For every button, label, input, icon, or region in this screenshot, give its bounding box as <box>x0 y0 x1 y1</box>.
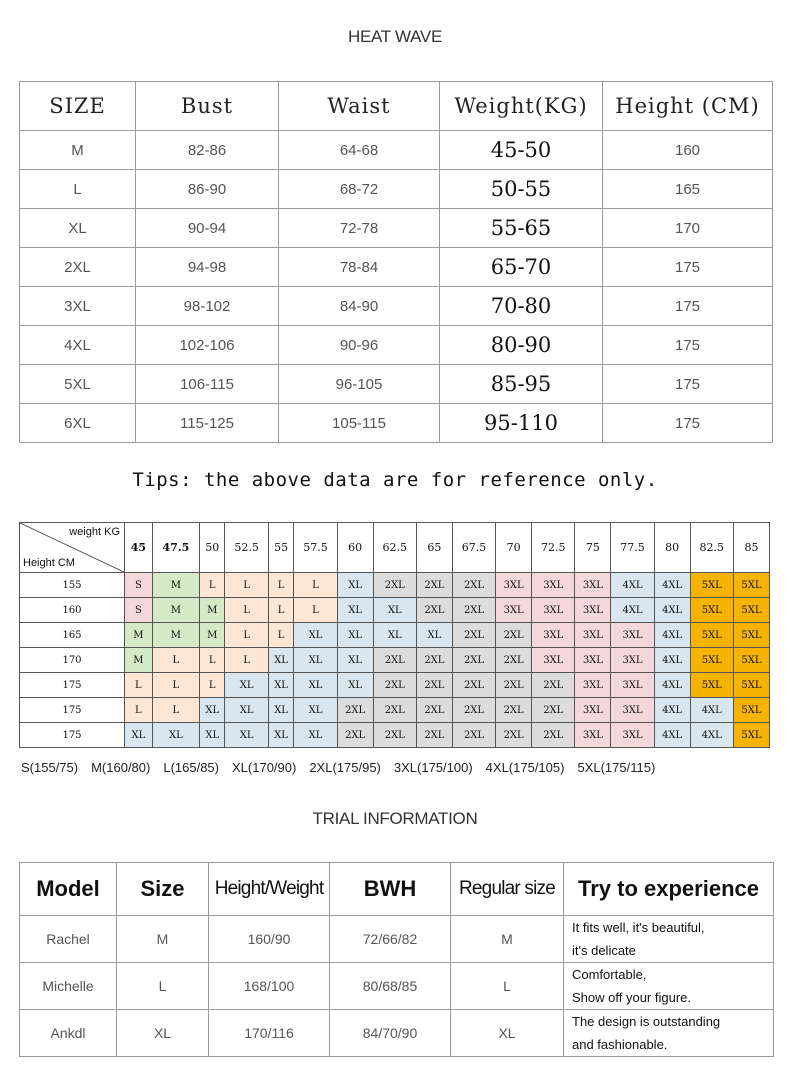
trial-model-cell: Rachel <box>20 916 117 963</box>
size-grid-cell: 5XL <box>690 673 733 698</box>
size-cell: M <box>20 131 136 170</box>
size-grid-cell: 4XL <box>654 648 690 673</box>
legend-item: 4XL(175/105) <box>485 760 565 775</box>
size-grid-cell: XL <box>225 673 268 698</box>
size-legend <box>21 760 781 775</box>
weight-header-cell: 80 <box>654 523 690 573</box>
size-grid-cell: XL <box>199 698 225 723</box>
experience-line-2: Show off your figure. <box>572 990 691 1005</box>
size-grid-cell: 3XL <box>575 573 611 598</box>
height-cell: 175 <box>603 404 773 443</box>
size-grid-cell: 3XL <box>496 573 532 598</box>
size-grid-cell: XL <box>294 698 337 723</box>
bust-cell: 115-125 <box>136 404 279 443</box>
trial-row <box>20 963 774 1010</box>
size-grid-cell: 2XL <box>373 723 416 748</box>
legend-item: M(160/80) <box>91 760 151 775</box>
size-grid-cell: M <box>152 623 199 648</box>
height-cell: 160 <box>603 131 773 170</box>
size-grid-cell: 3XL <box>575 623 611 648</box>
size-grid-cell: 2XL <box>416 648 452 673</box>
size-cell: 2XL <box>20 248 136 287</box>
size-grid-cell: 3XL <box>611 648 654 673</box>
size-grid-cell: 2XL <box>452 723 495 748</box>
weight-height-size-grid <box>19 522 770 748</box>
trial-header-row <box>20 863 774 916</box>
height-cell: 170 <box>603 209 773 248</box>
size-grid-cell: 2XL <box>452 573 495 598</box>
size-grid-cell: 2XL <box>337 698 373 723</box>
height-cell: 175 <box>603 287 773 326</box>
grid-row <box>20 673 770 698</box>
size-grid-cell: 4XL <box>690 723 733 748</box>
size-grid-cell: 3XL <box>496 598 532 623</box>
size-grid-cell: 2XL <box>496 673 532 698</box>
size-grid-cell: 4XL <box>654 573 690 598</box>
weight-cell: 50-55 <box>440 170 603 209</box>
size-grid-cell: 5XL <box>690 598 733 623</box>
trial-hw-cell: 170/116 <box>209 1010 330 1057</box>
grid-row <box>20 698 770 723</box>
size-grid-cell: M <box>125 623 153 648</box>
size-grid-cell: 3XL <box>575 698 611 723</box>
size-grid-cell: L <box>268 573 294 598</box>
tips-note: Tips: the above data are for reference only. <box>132 469 658 491</box>
size-row <box>20 170 773 209</box>
size-grid-cell: L <box>225 573 268 598</box>
weight-header-cell: 55 <box>268 523 294 573</box>
size-row <box>20 248 773 287</box>
size-row <box>20 365 773 404</box>
size-grid-cell: L <box>225 598 268 623</box>
weight-header-cell: 62.5 <box>373 523 416 573</box>
size-grid-cell: 2XL <box>416 573 452 598</box>
size-grid-cell: 3XL <box>611 673 654 698</box>
size-cell: 4XL <box>20 326 136 365</box>
height-cell: 175 <box>20 723 125 748</box>
size-grid-cell: 4XL <box>611 573 654 598</box>
size-grid-cell: 2XL <box>337 723 373 748</box>
size-grid-cell: XL <box>125 723 153 748</box>
size-grid-cell: XL <box>337 673 373 698</box>
size-grid-cell: XL <box>373 623 416 648</box>
header-experience: Try to experience <box>564 863 774 916</box>
grid-row <box>20 723 770 748</box>
size-grid-cell: 2XL <box>416 723 452 748</box>
size-grid-cell: 2XL <box>496 698 532 723</box>
trial-hw-cell: 168/100 <box>209 963 330 1010</box>
height-cell: 175 <box>603 365 773 404</box>
waist-cell: 72-78 <box>279 209 440 248</box>
trial-experience-cell <box>564 916 774 963</box>
size-grid-cell: XL <box>268 723 294 748</box>
size-grid-cell: S <box>125 573 153 598</box>
size-grid-cell: XL <box>268 673 294 698</box>
size-grid-cell: M <box>125 648 153 673</box>
height-cell: 165 <box>20 623 125 648</box>
size-grid-cell: XL <box>373 598 416 623</box>
size-grid-cell: XL <box>416 623 452 648</box>
size-grid-cell: 4XL <box>654 623 690 648</box>
waist-cell: 105-115 <box>279 404 440 443</box>
size-grid-cell: 5XL <box>733 598 769 623</box>
weight-header-cell: 52.5 <box>225 523 268 573</box>
size-grid-cell: 4XL <box>654 598 690 623</box>
trial-hw-cell: 160/90 <box>209 916 330 963</box>
trial-bwh-cell: 84/70/90 <box>330 1010 451 1057</box>
header-regular-size: Regular size <box>451 863 564 916</box>
experience-line-1: The design is outstanding <box>572 1014 721 1029</box>
experience-line-2: and fashionable. <box>572 1037 668 1052</box>
size-cell: 3XL <box>20 287 136 326</box>
weight-header-cell: 50 <box>199 523 225 573</box>
size-grid-cell: 2XL <box>496 648 532 673</box>
weight-cell: 80-90 <box>440 326 603 365</box>
trial-model-cell: Ankdl <box>20 1010 117 1057</box>
size-grid-cell: 3XL <box>532 648 575 673</box>
size-cell: 6XL <box>20 404 136 443</box>
size-grid-cell: L <box>199 573 225 598</box>
trial-size-cell: M <box>117 916 209 963</box>
size-grid-cell: XL <box>337 598 373 623</box>
size-grid-cell: XL <box>337 623 373 648</box>
bust-cell: 98-102 <box>136 287 279 326</box>
size-grid-cell: 2XL <box>416 598 452 623</box>
experience-line-1: Comfortable, <box>572 967 647 982</box>
size-grid-cell: 2XL <box>532 673 575 698</box>
header-model: Model <box>20 863 117 916</box>
size-grid-cell: L <box>152 673 199 698</box>
header-bwh: BWH <box>330 863 451 916</box>
weight-cell: 45-50 <box>440 131 603 170</box>
size-grid-cell: 3XL <box>611 698 654 723</box>
size-grid-cell: XL <box>268 698 294 723</box>
size-chart-header-row <box>20 82 773 131</box>
size-grid-cell: 5XL <box>733 698 769 723</box>
size-grid-cell: 2XL <box>416 673 452 698</box>
size-grid-cell: 4XL <box>611 598 654 623</box>
size-grid-cell: XL <box>294 723 337 748</box>
size-grid-cell: L <box>225 648 268 673</box>
size-cell: L <box>20 170 136 209</box>
grid-header-row <box>20 523 770 573</box>
size-grid-cell: XL <box>337 573 373 598</box>
size-grid-cell: L <box>125 673 153 698</box>
trial-row <box>20 916 774 963</box>
size-grid-cell: 5XL <box>733 723 769 748</box>
size-grid-cell: 4XL <box>654 723 690 748</box>
header-height: Height (CM) <box>603 82 773 131</box>
weight-header-cell: 45 <box>125 523 153 573</box>
size-grid-cell: 2XL <box>373 573 416 598</box>
weight-header-cell: 60 <box>337 523 373 573</box>
trial-bwh-cell: 80/68/85 <box>330 963 451 1010</box>
size-cell: 5XL <box>20 365 136 404</box>
weight-cell: 65-70 <box>440 248 603 287</box>
height-cell: 165 <box>603 170 773 209</box>
header-waist: Waist <box>279 82 440 131</box>
weight-cell: 95-110 <box>440 404 603 443</box>
size-grid-cell: L <box>294 598 337 623</box>
size-grid-cell: 3XL <box>532 623 575 648</box>
trial-title: TRIAL INFORMATION <box>312 809 478 828</box>
legend-item: 5XL(175/115) <box>577 760 656 775</box>
size-grid-cell: L <box>268 598 294 623</box>
height-axis-label: Height CM <box>23 557 75 569</box>
height-cell: 160 <box>20 598 125 623</box>
trial-regular-cell: XL <box>451 1010 564 1057</box>
size-grid-cell: 2XL <box>532 698 575 723</box>
size-grid-cell: 2XL <box>452 648 495 673</box>
grid-corner-cell <box>20 523 125 573</box>
size-grid-cell: 3XL <box>575 648 611 673</box>
size-grid-cell: 2XL <box>532 723 575 748</box>
header-size: SIZE <box>20 82 136 131</box>
size-grid-cell: 2XL <box>496 623 532 648</box>
size-grid-cell: 2XL <box>416 698 452 723</box>
size-grid-cell: 3XL <box>611 723 654 748</box>
page-title: HEAT WAVE <box>348 27 442 46</box>
bust-cell: 90-94 <box>136 209 279 248</box>
weight-header-cell: 65 <box>416 523 452 573</box>
bust-cell: 86-90 <box>136 170 279 209</box>
size-grid-cell: 5XL <box>690 648 733 673</box>
header-bust: Bust <box>136 82 279 131</box>
weight-header-cell: 82.5 <box>690 523 733 573</box>
weight-header-cell: 67.5 <box>452 523 495 573</box>
size-row <box>20 131 773 170</box>
trial-regular-cell: L <box>451 963 564 1010</box>
size-grid-cell: 4XL <box>654 698 690 723</box>
size-row <box>20 287 773 326</box>
waist-cell: 68-72 <box>279 170 440 209</box>
size-grid-cell: 3XL <box>575 598 611 623</box>
trial-bwh-cell: 72/66/82 <box>330 916 451 963</box>
grid-row <box>20 598 770 623</box>
size-grid-cell: 5XL <box>733 648 769 673</box>
legend-item: L(165/85) <box>163 760 219 775</box>
size-grid-cell: 4XL <box>654 673 690 698</box>
size-grid-cell: XL <box>294 648 337 673</box>
size-grid-cell: XL <box>268 648 294 673</box>
size-grid-cell: 5XL <box>733 623 769 648</box>
size-grid-cell: L <box>152 698 199 723</box>
size-row <box>20 404 773 443</box>
size-grid-cell: XL <box>199 723 225 748</box>
size-grid-cell: 3XL <box>532 573 575 598</box>
size-grid-cell: 5XL <box>733 673 769 698</box>
size-grid-cell: L <box>199 648 225 673</box>
size-grid-cell: XL <box>294 623 337 648</box>
size-grid-cell: XL <box>225 723 268 748</box>
weight-header-cell: 72.5 <box>532 523 575 573</box>
legend-item: 3XL(175/100) <box>393 760 473 775</box>
bust-cell: 102-106 <box>136 326 279 365</box>
header-height-weight: Height/Weight <box>209 863 330 916</box>
size-grid-cell: 3XL <box>532 598 575 623</box>
trial-experience-cell <box>564 1010 774 1057</box>
size-grid-cell: L <box>199 673 225 698</box>
waist-cell: 78-84 <box>279 248 440 287</box>
size-chart-table <box>19 81 773 443</box>
size-grid-cell: XL <box>337 648 373 673</box>
trial-size-cell: L <box>117 963 209 1010</box>
size-grid-cell: L <box>294 573 337 598</box>
size-grid-cell: 3XL <box>611 623 654 648</box>
size-grid-cell: 2XL <box>373 698 416 723</box>
size-grid-cell: 2XL <box>373 648 416 673</box>
size-grid-cell: 5XL <box>690 573 733 598</box>
weight-header-cell: 47.5 <box>152 523 199 573</box>
height-cell: 170 <box>20 648 125 673</box>
size-grid-cell: 5XL <box>733 573 769 598</box>
legend-item: XL(170/90) <box>232 760 297 775</box>
size-grid-cell: 2XL <box>452 623 495 648</box>
size-grid-cell: M <box>152 573 199 598</box>
legend-item: S(155/75) <box>21 760 79 775</box>
height-cell: 175 <box>20 673 125 698</box>
weight-header-cell: 85 <box>733 523 769 573</box>
size-grid-cell: L <box>125 698 153 723</box>
size-grid-cell: M <box>199 598 225 623</box>
size-grid-cell: L <box>152 648 199 673</box>
height-cell: 155 <box>20 573 125 598</box>
size-grid-cell: S <box>125 598 153 623</box>
waist-cell: 90-96 <box>279 326 440 365</box>
weight-header-cell: 75 <box>575 523 611 573</box>
size-grid-cell: 2XL <box>496 723 532 748</box>
bust-cell: 82-86 <box>136 131 279 170</box>
weight-cell: 85-95 <box>440 365 603 404</box>
weight-header-cell: 77.5 <box>611 523 654 573</box>
height-cell: 175 <box>603 248 773 287</box>
size-grid-cell: 3XL <box>575 723 611 748</box>
weight-axis-label: weight KG <box>69 526 120 538</box>
size-grid-cell: 4XL <box>690 698 733 723</box>
trial-size-cell: XL <box>117 1010 209 1057</box>
grid-row <box>20 573 770 598</box>
trial-regular-cell: M <box>451 916 564 963</box>
waist-cell: 84-90 <box>279 287 440 326</box>
size-grid-cell: L <box>268 623 294 648</box>
weight-header-cell: 57.5 <box>294 523 337 573</box>
trial-experience-cell <box>564 963 774 1010</box>
size-grid-cell: XL <box>294 673 337 698</box>
size-grid-cell: 2XL <box>452 698 495 723</box>
waist-cell: 64-68 <box>279 131 440 170</box>
bust-cell: 94-98 <box>136 248 279 287</box>
size-grid-cell: XL <box>225 698 268 723</box>
trial-row <box>20 1010 774 1057</box>
waist-cell: 96-105 <box>279 365 440 404</box>
size-grid-cell: L <box>225 623 268 648</box>
size-grid-cell: 2XL <box>452 673 495 698</box>
size-grid-cell: 5XL <box>690 623 733 648</box>
trial-info-table <box>19 862 774 1057</box>
experience-line-2: it's delicate <box>572 943 636 958</box>
size-row <box>20 209 773 248</box>
height-cell: 175 <box>20 698 125 723</box>
bust-cell: 106-115 <box>136 365 279 404</box>
size-grid-cell: 3XL <box>575 673 611 698</box>
weight-cell: 70-80 <box>440 287 603 326</box>
size-grid-cell: 2XL <box>373 673 416 698</box>
grid-row <box>20 648 770 673</box>
size-cell: XL <box>20 209 136 248</box>
weight-cell: 55-65 <box>440 209 603 248</box>
grid-row <box>20 623 770 648</box>
experience-line-1: It fits well, it's beautiful, <box>572 920 705 935</box>
trial-model-cell: Michelle <box>20 963 117 1010</box>
size-grid-cell: M <box>199 623 225 648</box>
weight-header-cell: 70 <box>496 523 532 573</box>
height-cell: 175 <box>603 326 773 365</box>
size-grid-cell: M <box>152 598 199 623</box>
size-grid-cell: 2XL <box>452 598 495 623</box>
legend-item: 2XL(175/95) <box>309 760 381 775</box>
header-trial-size: Size <box>117 863 209 916</box>
header-weight: Weight(KG) <box>440 82 603 131</box>
size-grid-cell: XL <box>152 723 199 748</box>
size-row <box>20 326 773 365</box>
